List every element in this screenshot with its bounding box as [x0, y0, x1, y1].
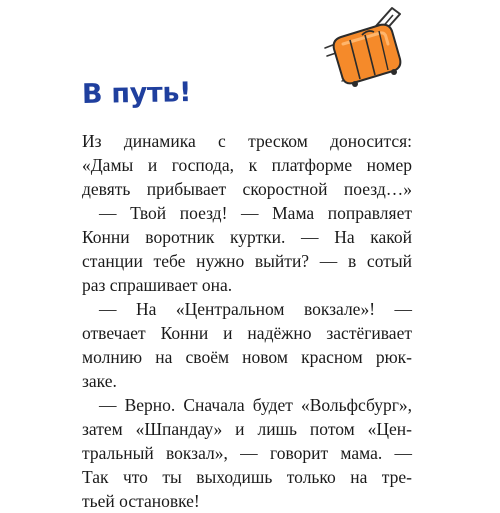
text-line: девять прибывает скоростной поезд…» [82, 179, 412, 199]
text-line: отвечает Конни и надёжно застёгивает [82, 323, 412, 343]
text-line: тральный вокзал», — говорит мама. — [82, 443, 412, 463]
text-line: затем «Шпандау» и лишь потом «Цен- [82, 419, 412, 439]
text-line: — На «Центральном вокзале»! — [99, 299, 412, 319]
text-line: Так что ты выходишь только на тре- [82, 467, 412, 487]
text-line: заке. [82, 371, 117, 391]
text-line: — Твой поезд! — Мама поправляет [99, 203, 412, 223]
text-line: раз спрашивает она. [82, 275, 233, 295]
text-line: станции тебе нужно выйти? — в сотый [82, 251, 412, 271]
text-line: Из динамика с треском доносится: [82, 131, 412, 151]
text-line: — Верно. Сначала будет «Вольфсбург», [99, 395, 412, 415]
text-line: Конни воротник куртки. — На какой [82, 227, 412, 247]
story-text [82, 129, 412, 513]
suitcase-icon [322, 4, 416, 90]
text-line: «Дамы и господа, к платформе номер [82, 155, 412, 175]
text-line: тьей остановке! [82, 491, 200, 511]
text-line: молнию на своём новом красном рюк- [82, 347, 412, 367]
chapter-title: В путь! [81, 77, 192, 110]
